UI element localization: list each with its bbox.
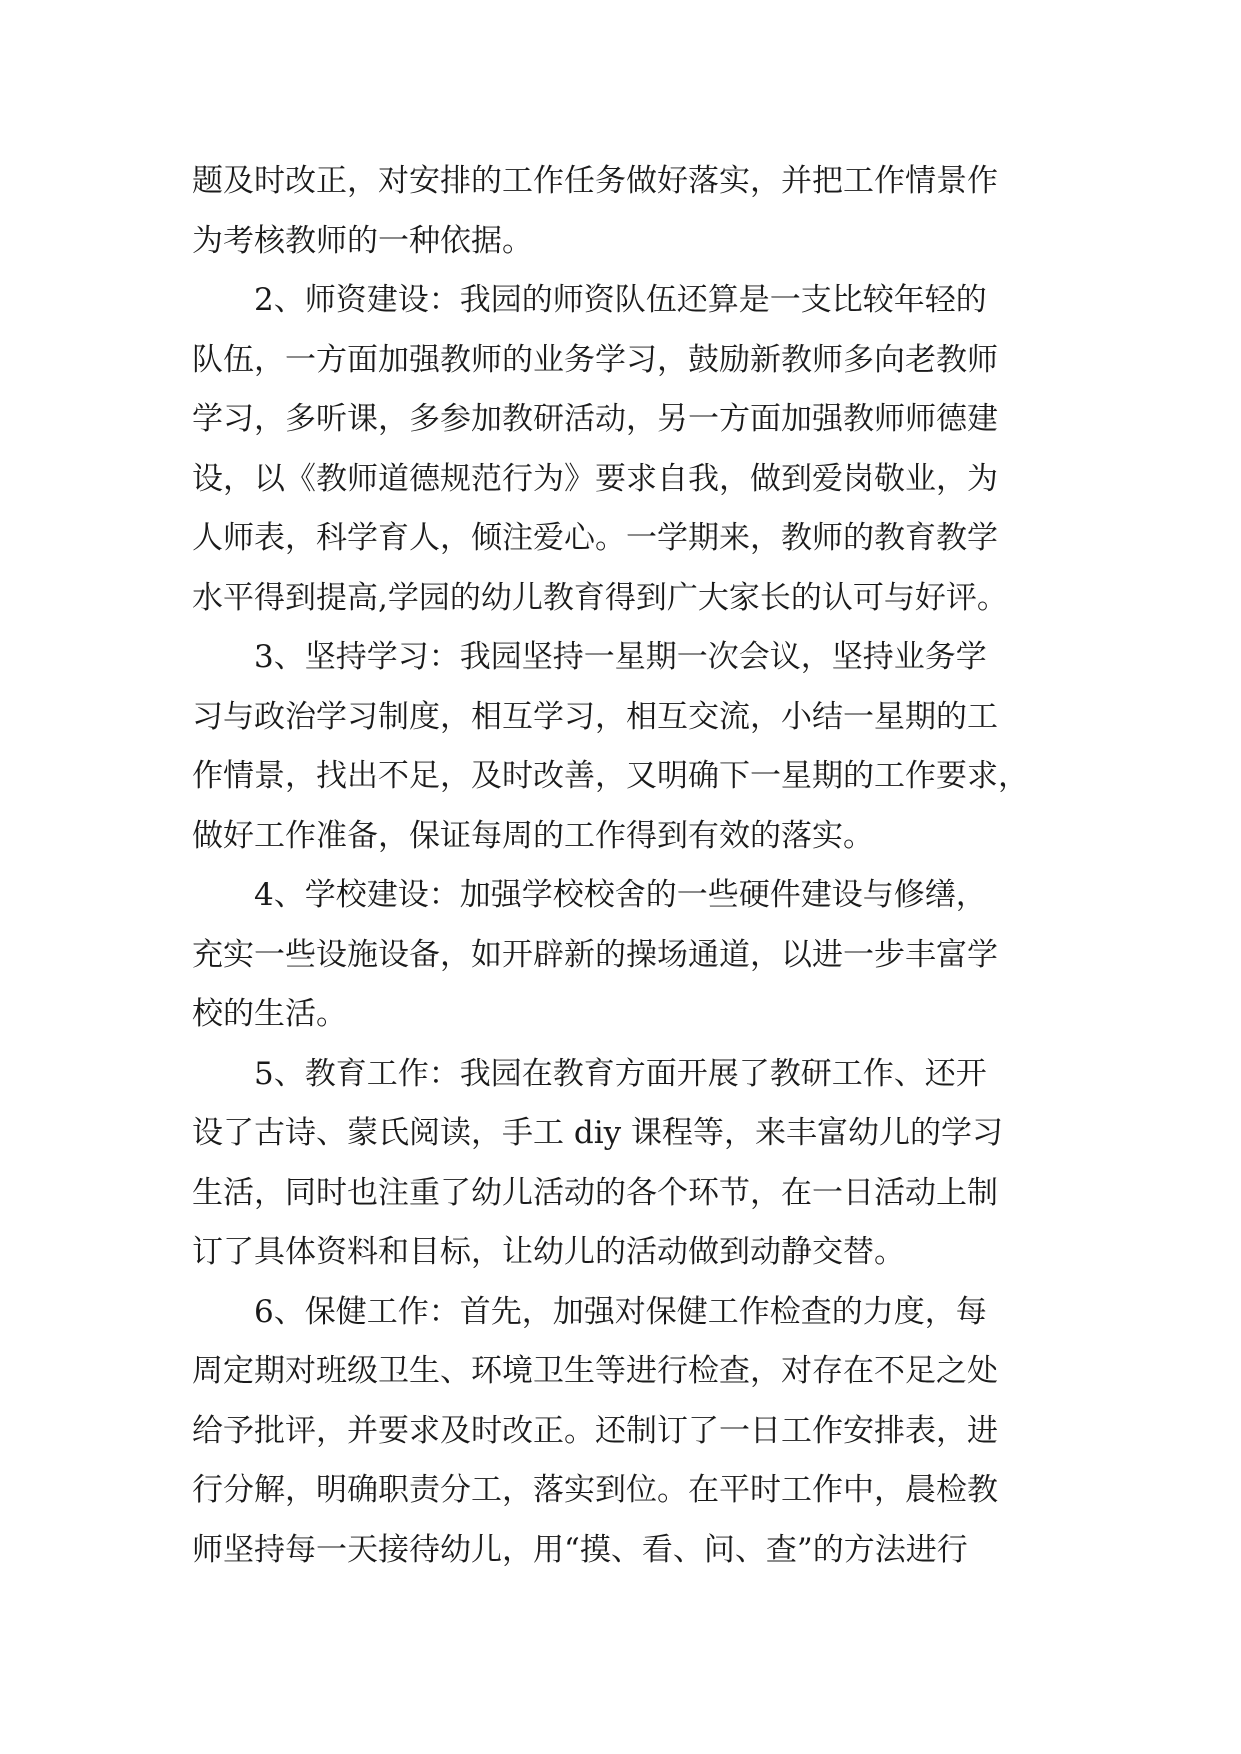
- text-line: 师坚持每一天接待幼儿，用“摸、看、问、查”的方法进行: [192, 1531, 968, 1568]
- text-line: 行分解，明确职责分工，落实到位。在平时工作中，晨检教: [192, 1472, 998, 1508]
- text-line: 4、学校建设：加强学校校舍的一些硬件建设与修缮，: [254, 877, 987, 913]
- text-line: 订了具体资料和目标，让幼儿的活动做到动静交替。: [192, 1234, 905, 1270]
- text-line: 队伍，一方面加强教师的业务学习，鼓励新教师多向老教师: [192, 341, 998, 378]
- text-line: 校的生活。: [192, 996, 347, 1032]
- text-line: 人师表，科学育人，倾注爱心。一学期来，教师的教育教学: [192, 520, 998, 556]
- text-line: 题及时改正，对安排的工作任务做好落实，并把工作情景作: [192, 163, 998, 199]
- text-line: 3、坚持学习：我园坚持一星期一次会议，坚持业务学: [254, 639, 987, 675]
- text-line: 6、保健工作：首先，加强对保健工作检查的力度，每: [254, 1293, 987, 1330]
- text-line: 习与政治学习制度，相互学习，相互交流，小结一星期的工: [192, 698, 998, 735]
- text-line: 学习，多听课，多参加教研活动，另一方面加强教师师德建: [192, 401, 998, 437]
- text-line: 给予批评，并要求及时改正。还制订了一日工作安排表，进: [192, 1412, 998, 1449]
- text-line: 为考核教师的一种依据。: [192, 222, 533, 259]
- text-line: 作情景，找出不足，及时改善，又明确下一星期的工作要求，: [192, 758, 1029, 794]
- text-line: 周定期对班级卫生、环境卫生等进行检查，对存在不足之处: [192, 1353, 998, 1389]
- document-body: [192, 152, 1052, 1580]
- text-line: 充实一些设施设备，如开辟新的操场通道，以进一步丰富学: [192, 936, 998, 973]
- text-line: 设，以《教师道德规范行为》要求自我，做到爱岗敬业，为: [192, 460, 998, 497]
- text-line: 5、教育工作：我园在教育方面开展了教研工作、还开: [254, 1055, 987, 1092]
- text-line: 设了古诗、蒙氏阅读，手工 diy 课程等，来丰富幼儿的学习: [192, 1115, 1003, 1151]
- text-line: 生活，同时也注重了幼儿活动的各个环节，在一日活动上制: [192, 1174, 998, 1211]
- text-line: 2、师资建设：我园的师资队伍还算是一支比较年轻的: [254, 282, 987, 318]
- text-line: 水平得到提高,学园的幼儿教育得到广大家长的认可与好评。: [192, 579, 1008, 616]
- text-line: 做好工作准备，保证每周的工作得到有效的落实。: [192, 817, 874, 854]
